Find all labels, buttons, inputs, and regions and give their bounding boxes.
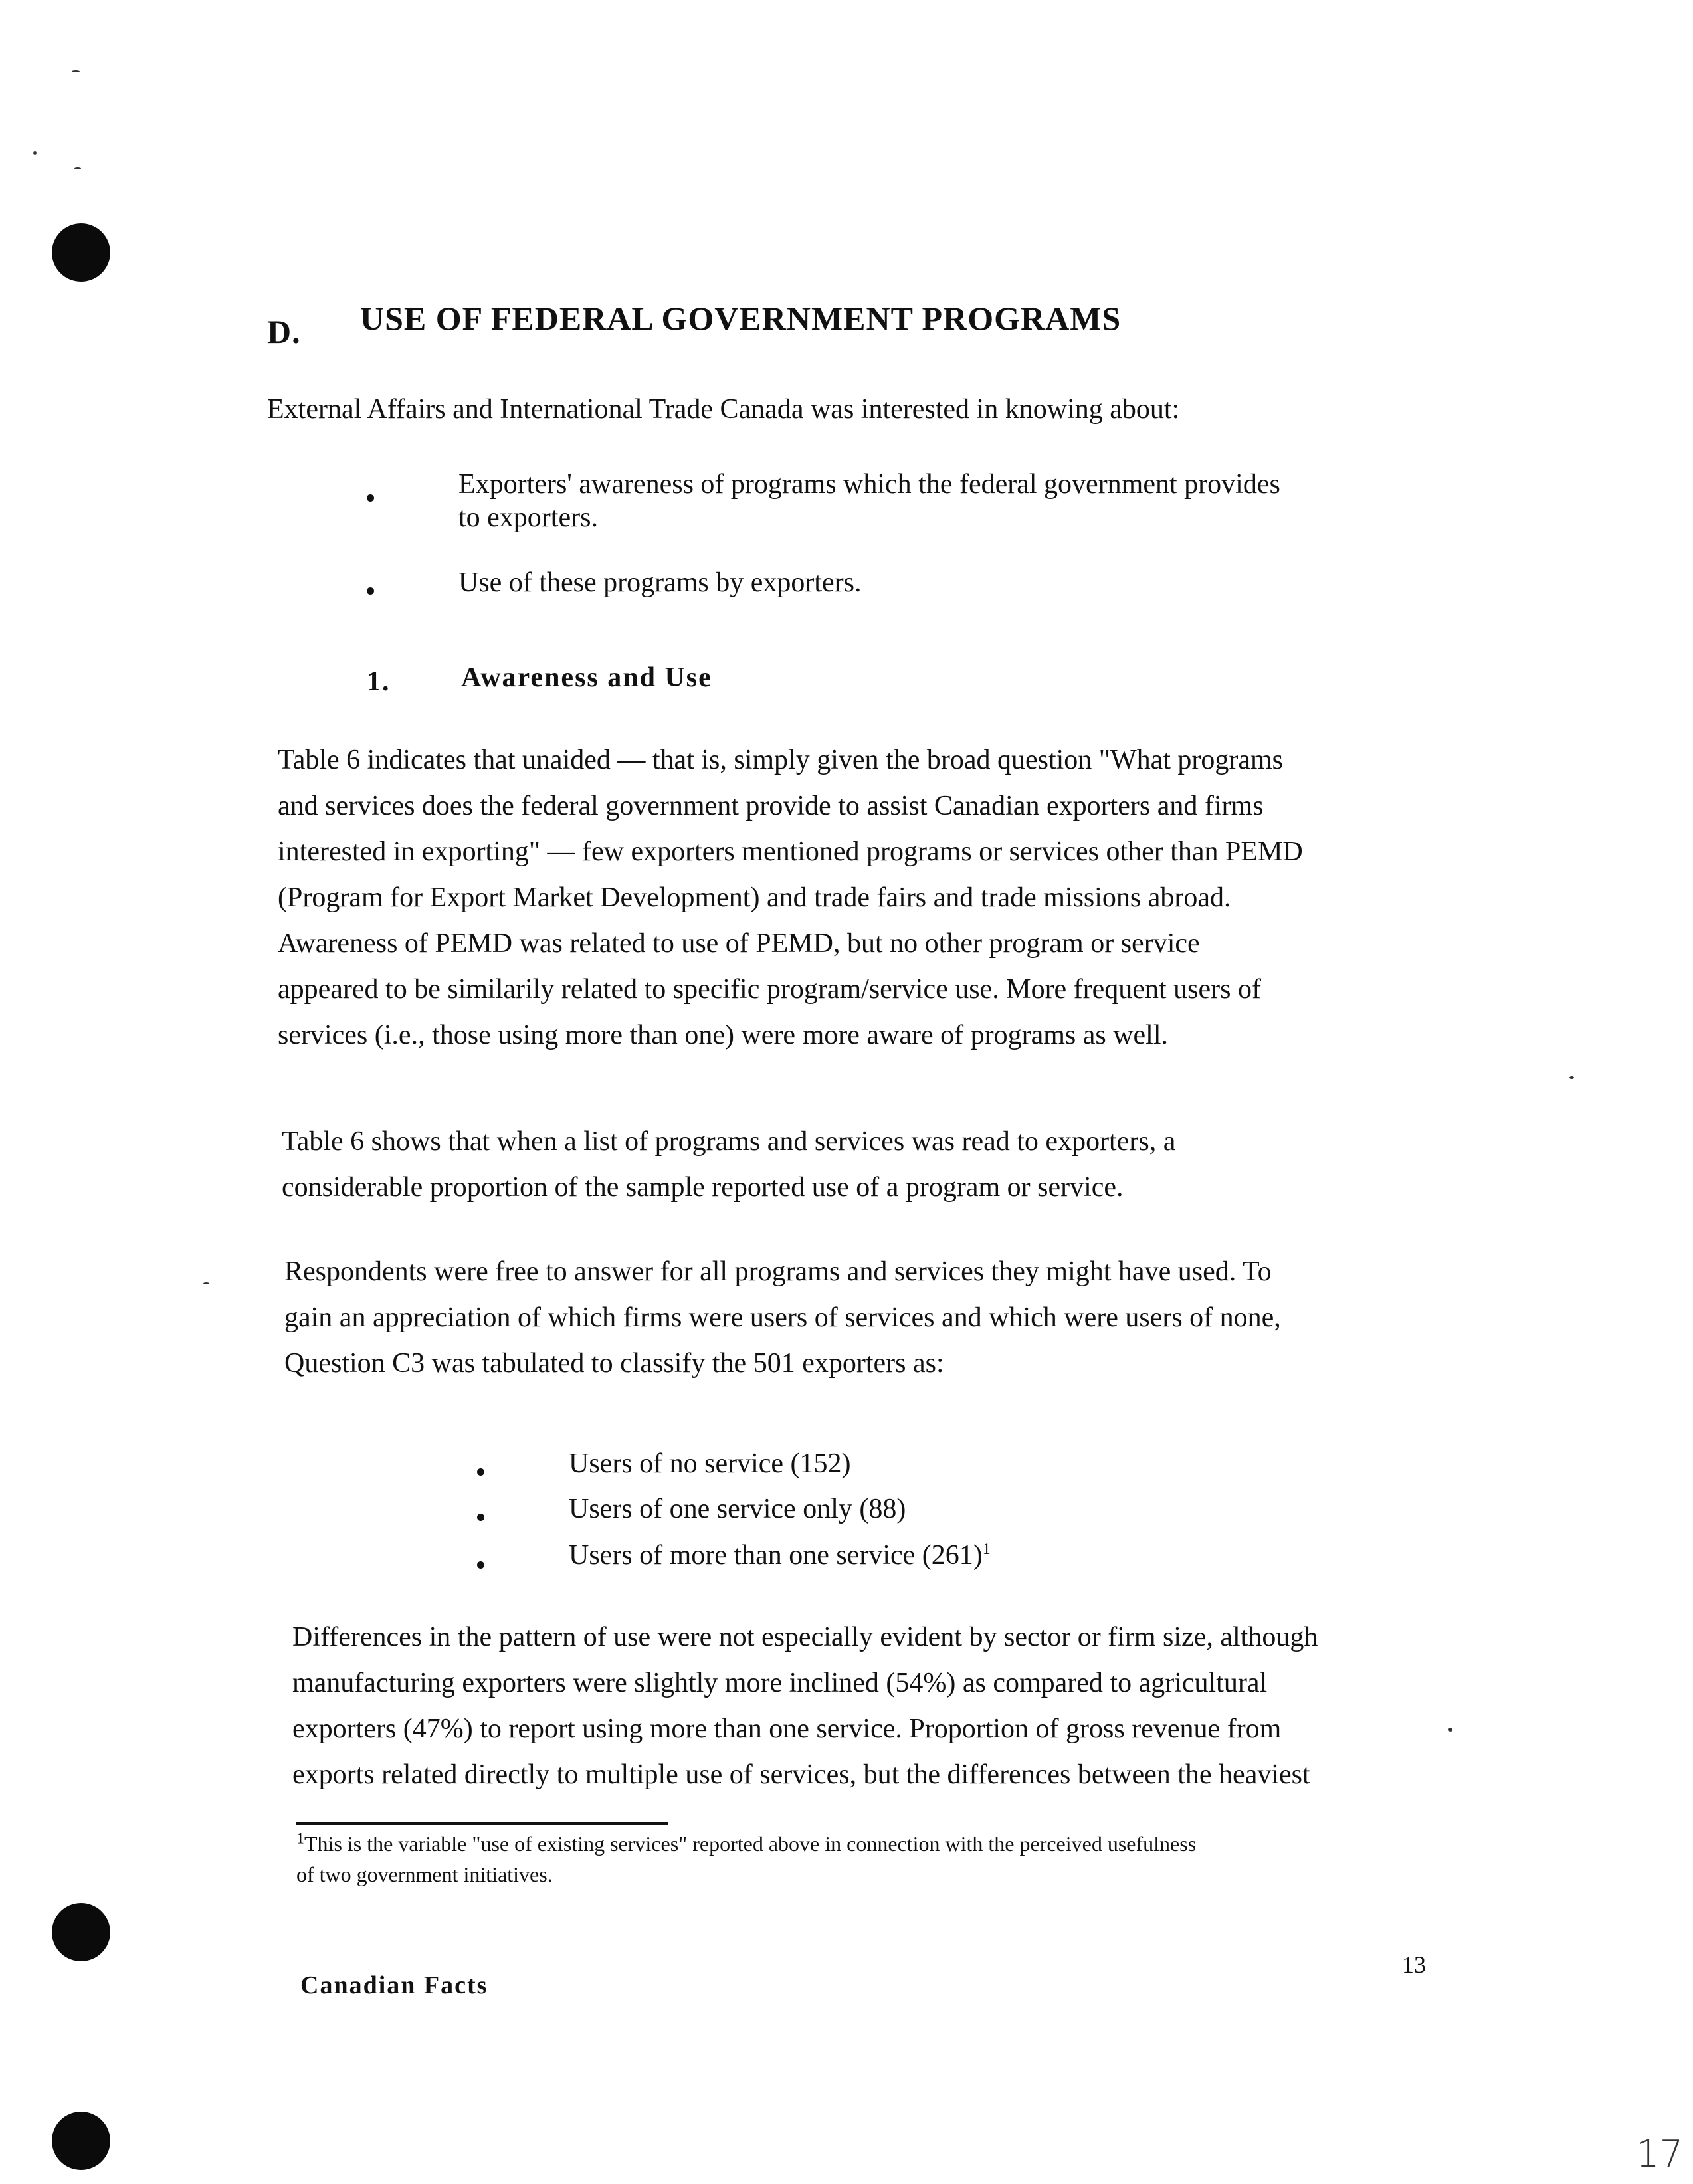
paragraph-line: manufacturing exporters were slightly more inclined (54%) as compared to agricultural [292, 1668, 1268, 1698]
scan-speck [74, 167, 81, 169]
section-title: USE OF FEDERAL GOVERNMENT PROGRAMS [360, 300, 1122, 337]
paragraph-line: Question C3 was tabulated to classify the 501 exporters as: [284, 1348, 944, 1379]
paragraph-line: interested in exporting" — few exporters mentioned programs or services other than PEMD [278, 837, 1303, 867]
intro-text: External Affairs and International Trade Canada was interested in knowing about: [267, 394, 1180, 425]
interest-item-1-line1: Exporters' awareness of programs which the federal government provides [458, 469, 1280, 500]
classification-item-3 [569, 1539, 991, 1572]
interest-item-2: Use of these programs by exporters. [458, 567, 862, 598]
scan-speck [1448, 1728, 1452, 1732]
bullet-marker [477, 1514, 484, 1521]
paragraph-4 [292, 1615, 1318, 1798]
paragraph-3 [284, 1249, 1281, 1387]
subsection-number: 1. [367, 666, 391, 697]
scan-speck [72, 70, 80, 72]
paragraph-line: appeared to be similarily related to specific program/service use. More frequent users of [278, 974, 1261, 1005]
footnote-line-1 [296, 1829, 1196, 1859]
classification-item-2: Users of one service only (88) [569, 1494, 906, 1524]
paragraph-line: exports related directly to multiple use of services, but the differences between the heaviest [292, 1759, 1310, 1790]
classification-item-1: Users of no service (152) [569, 1448, 851, 1479]
footnote-reference: 1 [982, 1541, 991, 1558]
paragraph-line: exporters (47%) to report using more than one service. Proportion of gross revenue from [292, 1714, 1282, 1744]
paragraph-line: Table 6 shows that when a list of programs and services was read to exporters, a [282, 1126, 1176, 1157]
scan-speck [1569, 1076, 1574, 1079]
bullet-marker [477, 1561, 484, 1569]
section-letter: D. [267, 313, 301, 350]
footnote-marker: 1 [296, 1830, 304, 1848]
footer-brand: Canadian Facts [300, 1971, 488, 1999]
paragraph-line: and services does the federal government provide to assist Canadian exporters and firms [278, 791, 1264, 821]
bullet-marker [367, 494, 374, 502]
paragraph-line: Respondents were free to answer for all programs and services they might have used. To [284, 1256, 1272, 1287]
footnote-line-2: of two government initiatives. [296, 1862, 553, 1886]
interest-item-1-line2: to exporters. [458, 502, 598, 533]
paragraph-line: Awareness of PEMD was related to use of PEMD, but no other program or service [278, 928, 1200, 959]
paragraph-line: Table 6 indicates that unaided — that is, simply given the broad question "What programs [278, 745, 1284, 775]
paragraph-line: considerable proportion of the sample reported use of a program or service. [282, 1172, 1124, 1203]
footnote-rule [296, 1822, 668, 1825]
punch-hole-bottom [52, 2112, 110, 2170]
paragraph-1 [278, 738, 1303, 1058]
paragraph-2 [282, 1119, 1175, 1211]
handwritten-page-number: 17 [1636, 2133, 1684, 2176]
bullet-marker [477, 1468, 484, 1476]
bullet-marker [367, 587, 374, 595]
classification-item-3-text: Users of more than one service (261) [569, 1540, 983, 1571]
subsection-title: Awareness and Use [461, 662, 712, 693]
footnote-text: This is the variable "use of existing services" reported above in connection with the perceived usefulness [304, 1832, 1197, 1856]
page-number: 13 [1402, 1951, 1426, 1978]
scan-speck [33, 151, 37, 155]
scan-speck [203, 1282, 209, 1284]
paragraph-line: services (i.e., those using more than one) were more aware of programs as well. [278, 1020, 1169, 1050]
paragraph-line: (Program for Export Market Development) and trade fairs and trade missions abroad. [278, 882, 1231, 913]
paragraph-line: gain an appreciation of which firms were users of services and which were users of none, [284, 1302, 1281, 1333]
footnote [296, 1829, 1196, 1890]
punch-hole-middle [52, 1903, 110, 1961]
paragraph-line: Differences in the pattern of use were not especially evident by sector or firm size, although [292, 1622, 1318, 1652]
punch-hole-top [52, 223, 110, 282]
